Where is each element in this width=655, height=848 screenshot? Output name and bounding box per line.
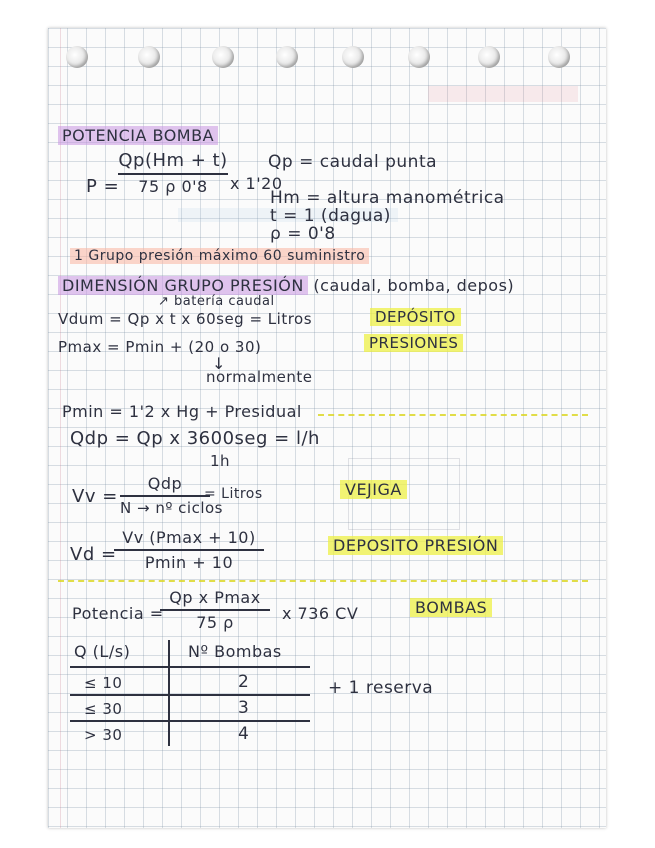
dimension-heading-text: DIMENSIÓN GRUPO PRESIÓN xyxy=(58,276,308,295)
definition-hm: Hm = altura manométrica xyxy=(270,188,505,208)
divider-dashed xyxy=(58,580,588,582)
bleed-through xyxy=(428,86,578,102)
vv-numerator: Qdp xyxy=(147,474,183,493)
fraction-bar xyxy=(114,549,264,551)
table-cell: 4 xyxy=(238,724,250,744)
power-fraction xyxy=(118,150,228,196)
formula-vv-rhs: = Litros xyxy=(204,486,263,502)
fraction-bar xyxy=(120,495,210,497)
section-heading-dimension xyxy=(58,276,514,295)
table-divider xyxy=(70,720,310,722)
table-cell: ≤ 10 xyxy=(84,674,123,692)
definition-t: t = 1 (dagua) xyxy=(270,206,391,226)
tag-vejiga: VEJIGA xyxy=(340,480,407,499)
power-multiplier: x 1'20 xyxy=(230,174,283,193)
binder-hole xyxy=(66,46,88,68)
power-denominator: 75 ρ 0'8 xyxy=(138,177,208,196)
table-cell: 3 xyxy=(238,698,250,718)
note-normalmente: normalmente xyxy=(206,368,313,386)
table-cell: > 30 xyxy=(84,726,123,744)
table-divider xyxy=(168,640,170,746)
bombas-table xyxy=(70,640,310,750)
fraction-potencia xyxy=(160,588,270,632)
binder-hole xyxy=(478,46,500,68)
definition-qp: Qp = caudal punta xyxy=(268,152,438,172)
note-1h: 1h xyxy=(210,452,231,470)
vd-denominator: Pmin + 10 xyxy=(144,553,234,572)
binder-hole xyxy=(408,46,430,68)
table-header: Nº Bombas xyxy=(188,642,282,661)
binder-hole xyxy=(212,46,234,68)
table-divider xyxy=(70,666,310,668)
fraction-bar xyxy=(160,609,270,611)
power-formula-lhs: P = xyxy=(86,176,120,197)
definition-rho: ρ = 0'8 xyxy=(270,224,336,244)
formula-vd-lhs: Vd = xyxy=(70,544,117,565)
fraction-vd xyxy=(114,528,264,572)
fraction-vv xyxy=(120,474,223,517)
binder-hole xyxy=(342,46,364,68)
dimension-heading-suffix: (caudal, bomba, depos) xyxy=(313,276,515,295)
divider-dashed xyxy=(318,414,588,416)
binder-hole xyxy=(276,46,298,68)
table-header: Q (L/s) xyxy=(74,642,131,661)
formula-pmin: Pmin = 1'2 x Hg + Presidual xyxy=(62,402,302,421)
formula-pmax: Pmax = Pmin + (20 o 30) xyxy=(58,338,262,356)
table-cell: ≤ 30 xyxy=(84,700,123,718)
formula-potencia-rhs: x 736 CV xyxy=(282,604,359,623)
arrow-down-icon: ↓ xyxy=(212,354,226,373)
formula-volumen: Vdum = Qp x t x 60seg = Litros xyxy=(58,310,313,328)
annotation-bateria: ↗ batería caudal xyxy=(158,294,275,309)
tag-deposito: DEPÓSITO xyxy=(370,308,461,326)
fraction-bar xyxy=(118,173,228,175)
notebook-page xyxy=(48,28,606,828)
vd-numerator: Vv (Pmax + 10) xyxy=(122,528,256,547)
section-heading-potencia: POTENCIA BOMBA xyxy=(58,126,218,145)
page-margin xyxy=(60,28,61,828)
formula-potencia-lhs: Potencia = xyxy=(72,604,164,623)
tag-bombas: BOMBAS xyxy=(410,598,492,617)
vv-denominator: N → nº ciclos xyxy=(120,499,223,517)
note-reserva: + 1 reserva xyxy=(328,678,434,698)
table-divider xyxy=(70,694,310,696)
tag-presiones: PRESIONES xyxy=(364,334,463,352)
note-grupo-presion: 1 Grupo presión máximo 60 suministro xyxy=(70,248,369,264)
formula-qdp: Qdp = Qp x 3600seg = l/h xyxy=(70,428,320,449)
table-cell: 2 xyxy=(238,672,250,692)
potencia-numerator: Qp x Pmax xyxy=(169,588,261,607)
binder-hole xyxy=(138,46,160,68)
formula-vv-lhs: Vv = xyxy=(72,486,118,507)
tag-deposito-presion: DEPOSITO PRESIÓN xyxy=(328,536,503,555)
binder-hole xyxy=(548,46,570,68)
potencia-denominator: 75 ρ xyxy=(196,613,234,632)
power-numerator: Qp(Hm + t) xyxy=(118,150,228,171)
